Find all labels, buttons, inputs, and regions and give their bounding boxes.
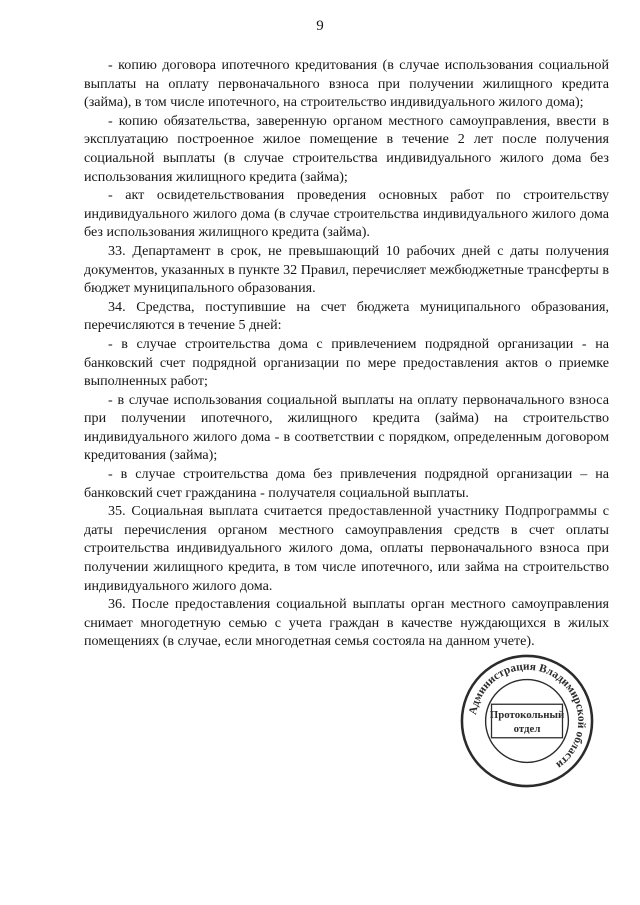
paragraph-33: 33. Департамент в срок, не превышающий 10 рабочих дней с даты получения документов, указанных в пункте 32 Правил, перечисляет межбюджетные трансферты в бюджет муниципального образования. (84, 242, 609, 297)
document-body (84, 56, 609, 651)
stamp-seal (458, 652, 596, 790)
paragraph-mortgage-contract-copy: - копию договора ипотечного кредитования (в случае использования социальной выплаты на оплату первоначального взноса при получении жилищного кредита (займа), в том числе ипотечного, на строительство индивидуального жилого дома); (84, 57, 609, 111)
paragraph-commitment-copy: - копию обязательства, заверенную органом местного самоуправления, ввести в эксплуатацию построенное жилое помещение в течение 2 лет после получения социальной выплаты (в случае строительства индивидуального жилого дома без использования жилищного кредита (займа); (84, 112, 609, 185)
protocol-department-stamp (458, 652, 596, 790)
stamp-ring-text: Администрация Владимирской области (467, 660, 588, 771)
page-number: 9 (316, 18, 324, 34)
paragraph-36: 36. После предоставления социальной выплаты орган местного самоуправления снимает многодетную семью с учета граждан в качестве нуждающихся в жилых помещениях (в случае, если многодетная семья состояла на данном учете). (84, 596, 609, 650)
paragraph-34: 34. Средства, поступившие на счет бюджета муниципального образования, перечисляются в течение 5 дней: (84, 298, 609, 334)
paragraph-34-contractor: - в случае строительства дома с привлечением подрядной организации - на банковский счет подрядной организации по мере предоставления актов о приемке выполненных работ; (84, 335, 609, 390)
stamp-center-line-2: отдел (513, 722, 541, 735)
paragraph-34-self-build: - в случае строительства дома без привлечения подрядной организации – на банковский счет гражданина - получателя социальной выплаты. (84, 466, 609, 501)
stamp-center-line-1: Протокольный (489, 709, 565, 722)
paragraph-inspection-act: - акт освидетельствования проведения основных работ по строительству индивидуального жилого дома (в случае строительства индивидуального жилого дома без использования жилищного кредита (займа). (84, 187, 609, 241)
paragraph-34-mortgage: - в случае использования социальной выплаты на оплату первоначального взноса при получении ипотечного, жилищного кредита (займа) на строительство индивидуального жилого дома - в соответствии с порядком, определенным договором кредитования (займа); (84, 391, 609, 464)
paragraph-35: 35. Социальная выплата считается предоставленной участнику Подпрограммы с даты перечисления органом местного самоуправления средств в счет оплаты строительства индивидуального жилого дома, оплаты первоначального взноса при получении жилищного кредита, в том числе ипотечного, или займа на строительство индивидуального жилого дома. (84, 503, 609, 594)
